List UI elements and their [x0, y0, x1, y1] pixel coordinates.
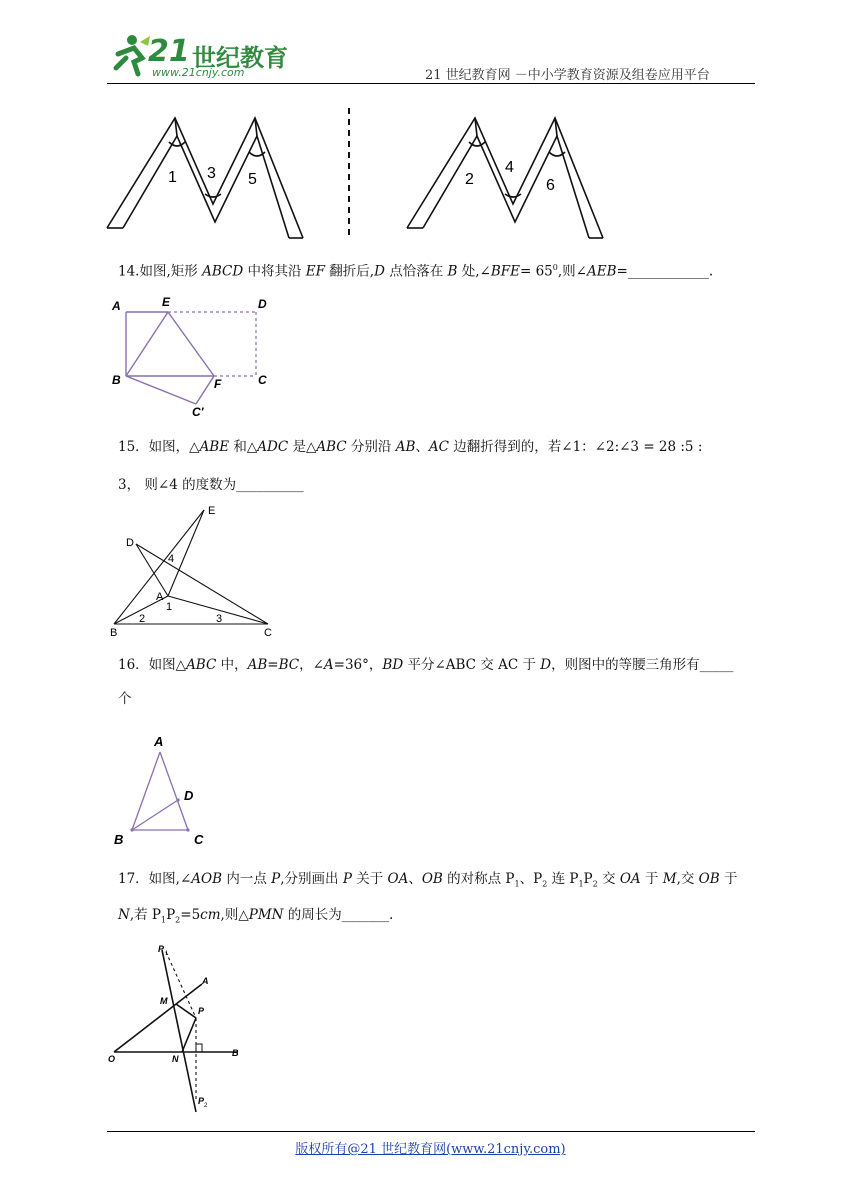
header-divider	[107, 83, 755, 84]
logo-url: www.21cnjy.com	[152, 66, 245, 79]
question-15-line1: 15．如图，△ABE 和△ADC 是△ABC 分别沿 AB、AC 边翻折得到的，若∠1：∠2:∠3 = 28 :5 :	[118, 439, 703, 455]
svg-text:M: M	[160, 996, 168, 1006]
question-17-line2: N,若 $P_1P_2=5cm$,则△PMN 的周长为_______.	[118, 907, 394, 925]
svg-text:B: B	[232, 1048, 239, 1058]
footer	[0, 1138, 861, 1157]
svg-text:E: E	[208, 505, 216, 517]
svg-text:D: D	[126, 537, 134, 549]
svg-text:B: B	[114, 832, 124, 847]
svg-text:B: B	[112, 373, 121, 387]
logo-number: 21	[148, 34, 190, 69]
triangle-fold-figure	[104, 500, 284, 640]
svg-text:1: 1	[165, 951, 169, 957]
question-17-line1: 17．如图,∠AOB 内一点 P,分别画出 P 关于 OA、OB 的对称点 $P_1$、$P_2$ 连 $P_1P_2$ 交 OA 于 M,交 OB 于	[118, 871, 738, 889]
svg-text:D: D	[258, 297, 267, 311]
svg-text:C: C	[264, 627, 272, 639]
question-16-line2: 个	[118, 691, 132, 707]
answer-blank-16: _____	[699, 657, 734, 673]
svg-text:P: P	[198, 1096, 205, 1106]
svg-text:C: C	[194, 832, 204, 847]
svg-text:B: B	[110, 627, 118, 639]
isosceles-triangle-figure	[110, 732, 220, 850]
svg-text:D: D	[184, 788, 194, 803]
svg-text:E: E	[162, 295, 171, 309]
question-15-line2: 3， 则∠4 的度数为__________	[118, 477, 304, 493]
angle-label-2: 2	[465, 171, 474, 188]
reflection-figure	[104, 940, 254, 1120]
svg-text:O: O	[108, 1054, 116, 1064]
angle-label-1: 1	[168, 169, 177, 186]
svg-text:C': C'	[192, 405, 204, 419]
svg-text:1: 1	[166, 601, 173, 613]
header-title: 21 世纪教育网 －中小学教育资源及组卷应用平台	[425, 68, 710, 83]
answer-blank-14: ____________	[627, 263, 709, 280]
svg-text:4: 4	[168, 553, 175, 565]
footer-divider	[107, 1131, 755, 1132]
svg-text:3: 3	[216, 613, 223, 625]
angle-label-4: 4	[505, 159, 514, 176]
svg-text:A: A	[202, 976, 209, 986]
svg-text:P: P	[198, 1006, 205, 1016]
angle-label-5: 5	[248, 171, 257, 188]
svg-text:A: A	[154, 734, 164, 749]
runner-logo-icon	[104, 32, 154, 78]
answer-blank-15: __________	[236, 477, 304, 493]
copyright-link[interactable]: 版权所有@21 世纪教育网(www.21cnjy.com)	[295, 1142, 566, 1157]
angle-label-3: 3	[207, 165, 216, 182]
rectangle-fold-figure	[108, 292, 278, 420]
folded-strip-figure	[105, 100, 625, 250]
svg-text:A: A	[156, 591, 164, 603]
svg-text:P: P	[158, 944, 165, 954]
svg-text:F: F	[214, 377, 222, 391]
svg-text:2: 2	[204, 1103, 208, 1109]
svg-text:2: 2	[139, 613, 146, 625]
question-16-line1: 16．如图△ABC 中，AB=BC，∠A=36°，BD 平分∠ABC 交 AC 于 D，则图中的等腰三角形有_____	[118, 657, 734, 673]
svg-text:A: A	[112, 299, 121, 313]
logo-text: 世纪教育	[192, 44, 288, 72]
svg-text:C: C	[258, 373, 267, 387]
question-14: 14.如图,矩形 ABCD 中将其沿 EF 翻折后,D 点恰落在 B 处,∠BFE= $65^0$,则∠AEB=____________.	[118, 263, 714, 280]
angle-label-6: 6	[546, 177, 555, 194]
answer-blank-17: _______	[341, 907, 390, 923]
svg-text:N: N	[172, 1054, 179, 1064]
